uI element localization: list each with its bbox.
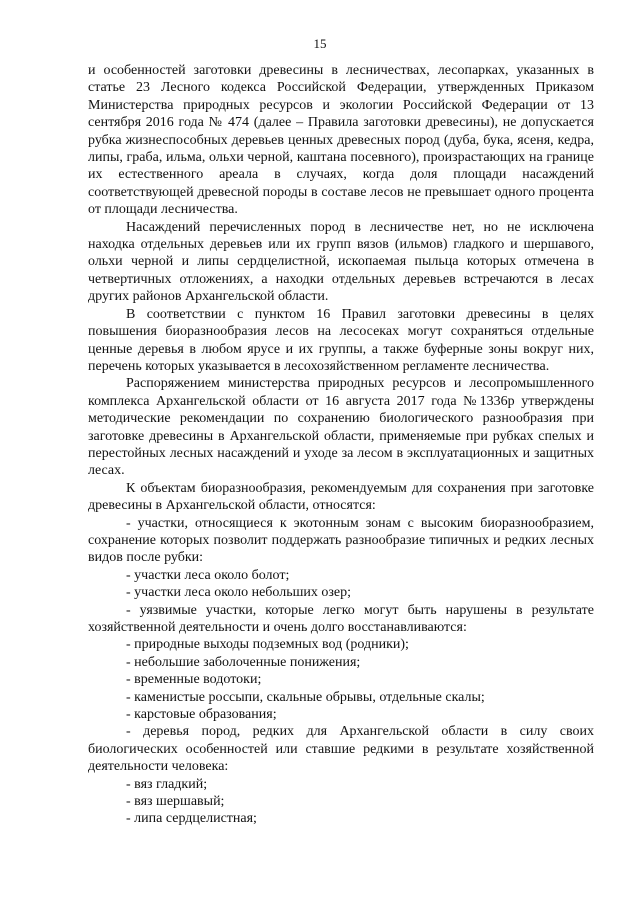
list-item: - липа сердцелистная; [126,811,257,827]
paragraph: Насаждений перечисленных пород в лесничестве нет, но не исключена находка отдельных деревьев или их групп вязов (ильмов) гладкого и шершавого, ольхи черной и липы сердцелистной, ископаемая пыльца которых отмечена в четвертичных отложениях, а находки отдельных деревьев встречаются в лесах других районов Архангельской области. [88,219,594,305]
list-item: - участки леса около небольших озер; [126,585,352,601]
list-item: - каменистые россыпи, скальные обрывы, отдельные скалы; [126,689,485,705]
paragraph: В соответствии с пунктом 16 Правил заготовки древесины в целях повышения биоразнообразия лесов на лесосеках могут сохраняться отдельные ценные деревья в любом ярусе и их группы, а также буферные зоны вокруг них, перечень которых указывается в лесохозяйственном регламенте лесничества. [88,306,594,374]
list-item: - природные выходы подземных вод (родники); [126,637,409,653]
list-item: - вяз шершавый; [126,794,225,810]
paragraph: и особенностей заготовки древесины в лесничествах, лесопарках, указанных в статье 23 Лесного кодекса Российской Федерации, утвержденных Приказом Министерства природных ресурсов и экологии Российской Федерации от 13 сентября 2016 года № 474 (далее – Правила заготовки древесины), не допускается рубка жизнеспособных деревьев ценных древесных пород (дуба, бука, ясеня, кедра, липы, граба, ильма, ольхи черной, каштана посевного), произрастающих на границе их естественного ареала в случаях, когда доля площади насаждений соответствующей древесной породы в составе лесов не превышает одного процента от площади лесничества. [88,63,594,218]
paragraph: К объектам биоразнообразия, рекомендуемым для сохранения при заготовке древесины в Архангельской области, относятся: [88,480,594,514]
page-number: 15 [313,36,327,51]
paragraph: Распоряжением министерства природных ресурсов и лесопромышленного комплекса Архангельской области от 16 августа 2017 года №1336р утверждены методические рекомендации по сохранению биологического разнообразия при заготовке древесины в Архангельской области, применяемые при рубках спелых и перестойных лесных насаждений и уходе за лесом в эксплуатационных и защитных лесах. [88,376,594,479]
list-item: - участки, относящиеся к экотонным зонам с высоким биоразнообразием, сохранение которых позволит поддержать разнообразие типичных и редких лесных видов после рубки: [88,515,594,566]
list-item: - карстовые образования; [126,707,277,723]
list-item: - временные водотоки; [126,672,262,688]
list-item: - вяз гладкий; [126,776,208,792]
list-item: - участки леса около болот; [126,567,290,583]
list-item: - деревья пород, редких для Архангельской области в силу своих биологических особенностей или ставшие редкими в результате хозяйственной деятельности человека: [88,724,594,775]
list-item: - уязвимые участки, которые легко могут быть нарушены в результате хозяйственной деятельности и очень долго восстанавливаются: [88,602,594,635]
list-item: - небольшие заболоченные понижения; [126,654,361,670]
document-body [88,62,594,828]
